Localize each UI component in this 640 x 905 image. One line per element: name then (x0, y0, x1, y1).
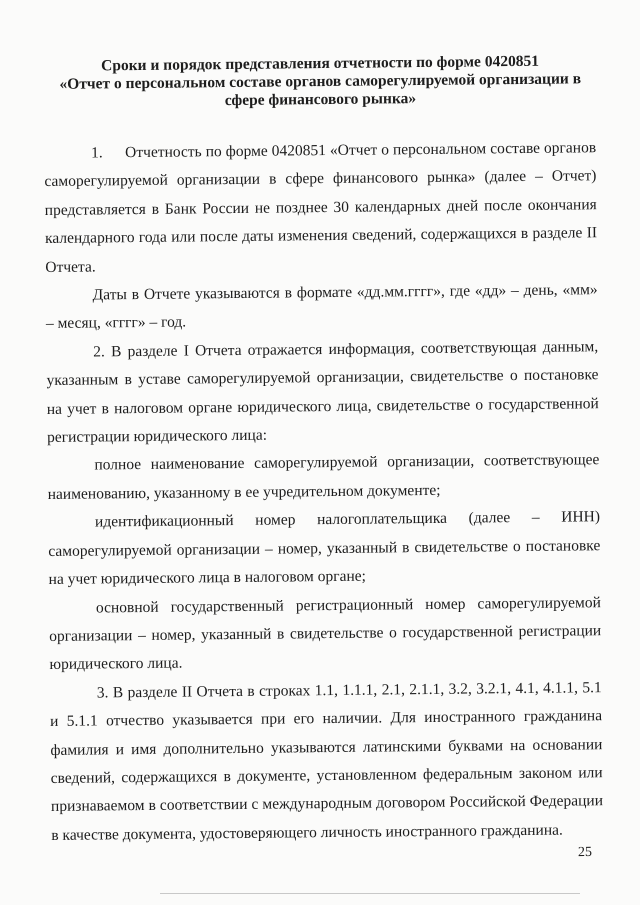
paragraph-text: Отчетность по форме 0420851 «Отчет о персональном составе органов саморегулируемой организации в сфере финансового рынка» (далее – Отчет) представляется в Банк России не позднее 30 календарных дней после окончания календарного года или после даты изменения сведений, содержащихся в разделе II Отчета. (44, 139, 598, 276)
paragraph-dates-format: Даты в Отчете указываются в формате «дд.мм.гггг», где «дд» – день, «мм» – месяц, «гггг» – год. (45, 281, 598, 333)
paragraph-1 (44, 134, 597, 282)
title-line-1: Сроки и порядок представления отчетности по форме 0420851 (101, 52, 540, 75)
document-body (44, 134, 603, 850)
title-line-3: сфере финансового рынка» (224, 90, 417, 110)
title-line-2: «Отчет о персональном составе органов саморегулируемой организации в (59, 70, 582, 93)
scan-edge-line (160, 893, 580, 894)
paragraph-2: 2. В разделе I Отчета отражается информация, соответствующая данным, указанным в уставе саморегулируемой организации, свидетельстве о постановке на учет в налоговом органе юридического лица, свидетельстве о государственной регистрации юридического лица: (46, 338, 599, 447)
page-number: 25 (577, 844, 593, 861)
paragraph-inn: идентификационный номер налогоплательщика (далее – ИНН) саморегулируемой организации – номер, указанный в свидетельстве о постановке на учет юридического лица в налоговом органе; (48, 508, 601, 589)
paragraph-ogrn: основной государственный регистрационный номер саморегулируемой организации – номер, указанный в свидетельстве о государственной регистрации юридического лица. (49, 593, 602, 674)
paragraph-3: 3. В разделе II Отчета в строках 1.1, 1.1.1, 2.1, 2.1.1, 3.2, 3.2.1, 4.1, 4.1.1, 5.1 и 5.1.1 отчество указывается при его наличии. Для иностранного гражданина фамилия и имя дополнительно указываются латинскими буквами на основании сведений, содержащихся в документе, установленном федеральным законом или признаваемом в соответствии с международным договором Российской Федерации в качестве документа, удостоверяющего личность иностранного гражданина. (50, 678, 604, 844)
document-title (40, 52, 601, 112)
paragraph-full-name: полное наименование саморегулируемой организации, соответствующее наименованию, указанному в ее учредительном документе; (47, 451, 600, 503)
paragraph-number: 1. (91, 144, 103, 162)
